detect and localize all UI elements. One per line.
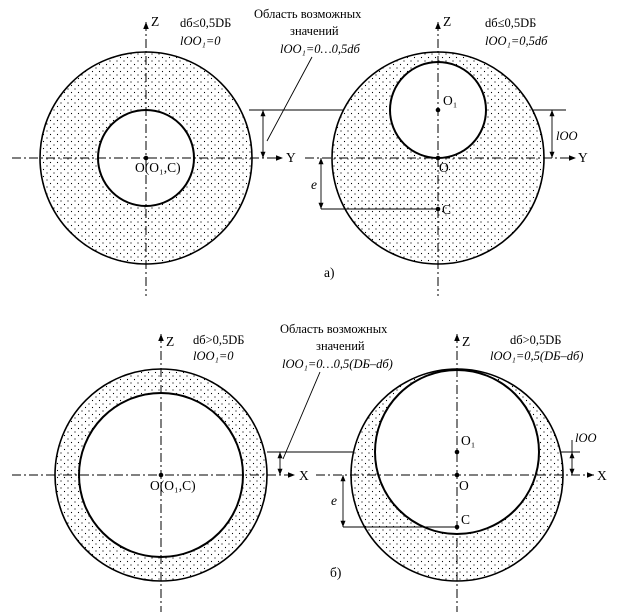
condition-1-a-right: dб≤0,5DБ [485, 16, 537, 30]
dim-loo-label-b: lOO [575, 431, 597, 445]
leader-line-b [283, 372, 320, 459]
condition-1-b-left: dб>0,5DБ [193, 333, 245, 347]
axis-x-label-b-left: X [299, 468, 309, 483]
note-line-1-a: Область возможных [254, 7, 362, 21]
axis-y-label-a-right: Y [578, 150, 588, 165]
condition-2-b-right: lOO₁=0,5(DБ–dб) [490, 349, 584, 363]
note-line-2-b: значений [316, 339, 365, 353]
axis-x-label-b-right: X [597, 468, 607, 483]
point-o-b [455, 473, 460, 478]
axis-z-label-a-right: Z [443, 14, 452, 29]
center-point-b-left [159, 473, 164, 478]
panel-a-right-diagram [305, 14, 588, 296]
condition-2-a-right: lOO₁=0,5dб [485, 34, 548, 48]
leader-line-a [267, 57, 312, 141]
condition-1-a-left: dб≤0,5DБ [180, 16, 232, 30]
label-o-b: O [459, 478, 469, 493]
axis-z-label-b-left: Z [166, 334, 175, 349]
dim-e-label-b: e [331, 493, 337, 508]
axis-z-label-b-right: Z [462, 334, 471, 349]
label-o1-a: O₁ [443, 93, 458, 108]
panel-a-left-diagram [12, 14, 283, 296]
panel-a [12, 7, 588, 296]
center-label-b-left: O(O₁,C) [150, 478, 196, 493]
point-c-a [436, 207, 441, 212]
label-c-b: C [461, 512, 471, 527]
panel-b-left-diagram [12, 333, 295, 612]
note-line-3-b: lOO₁=0…0,5(DБ–dб) [282, 357, 393, 371]
center-label-a-left: O(O₁,C) [135, 160, 181, 175]
point-o1-b [455, 450, 460, 455]
caption-b: б) [330, 565, 342, 580]
axis-z-label-a-left: Z [151, 14, 160, 29]
condition-1-b-right: dб>0,5DБ [510, 333, 562, 347]
note-line-3-a: lOO₁=0…0,5dб [280, 42, 360, 56]
point-c-b [455, 525, 460, 530]
condition-2-b-left: lOO₁=0 [193, 349, 234, 363]
point-o1-a [436, 108, 441, 113]
panel-b [12, 322, 607, 612]
caption-a: а) [324, 265, 335, 280]
panel-b-right-diagram [316, 333, 607, 612]
condition-2-a-left: lOO₁=0 [180, 34, 221, 48]
axis-y-label-a-left: Y [286, 150, 296, 165]
label-o-a: O [439, 160, 449, 175]
label-c-a: C [442, 202, 452, 217]
dim-e-label-a: e [311, 177, 317, 192]
label-o1-b: O₁ [461, 433, 476, 448]
note-line-1-b: Область возможных [280, 322, 388, 336]
note-line-2-a: значений [290, 24, 339, 38]
dim-loo-label-a: lOO [556, 129, 578, 143]
